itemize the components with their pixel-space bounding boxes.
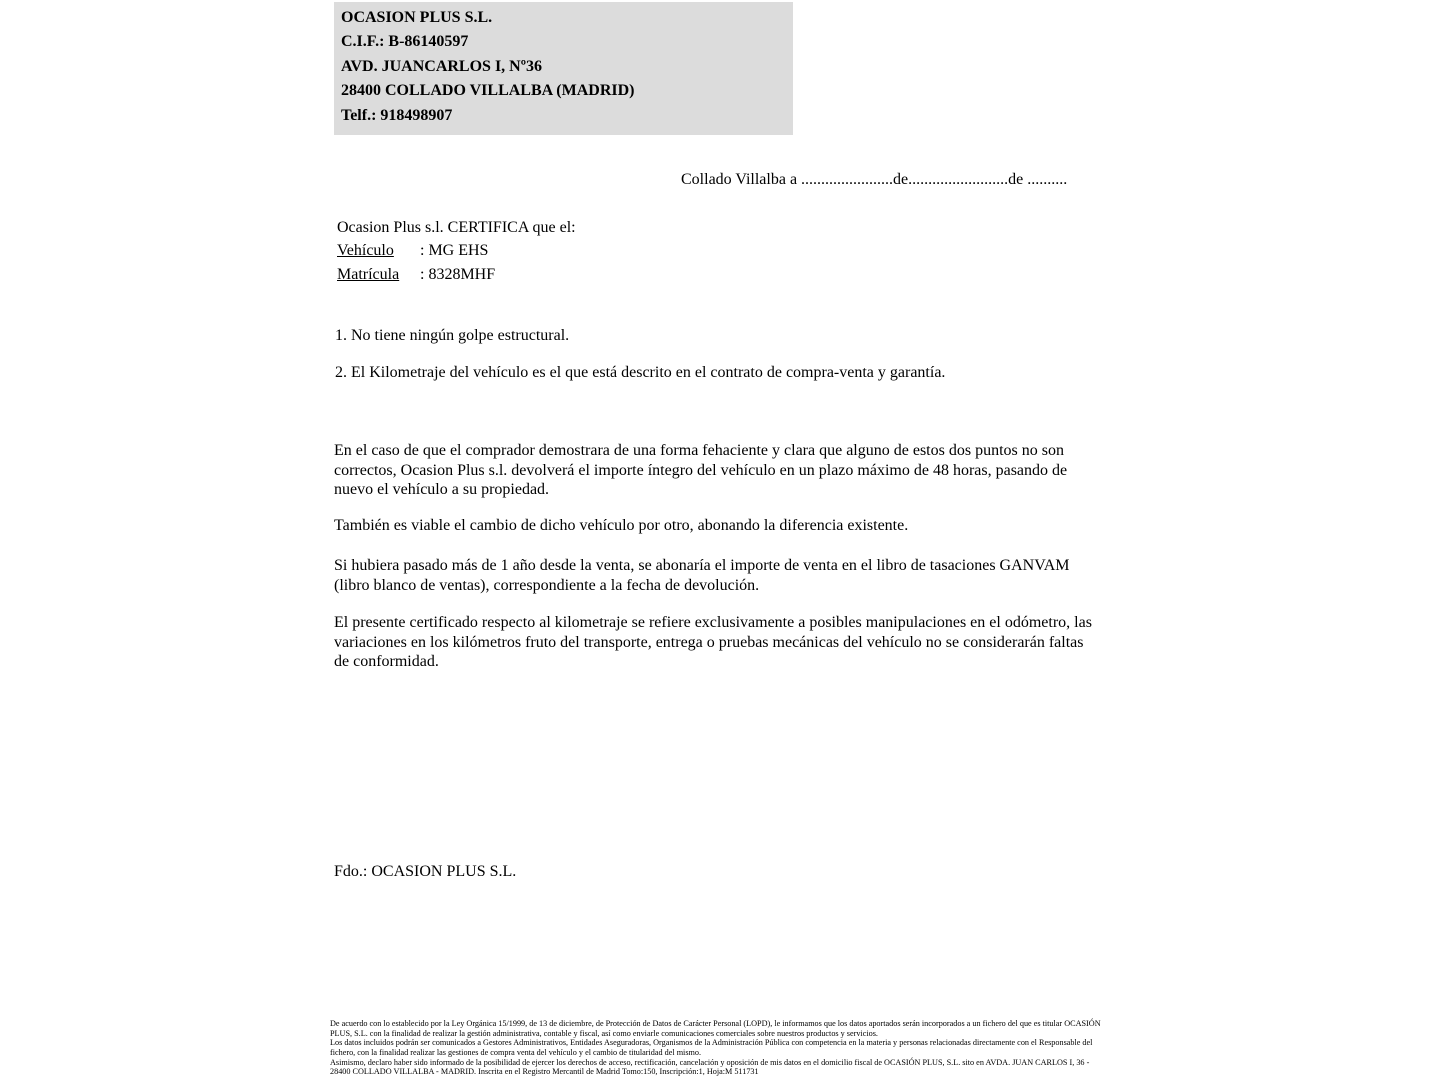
certifies-intro: Ocasion Plus s.l. CERTIFICA que el: bbox=[337, 219, 576, 236]
plate-value: : 8328MHF bbox=[420, 265, 496, 283]
company-address: AVD. JUANCARLOS I, Nº36 bbox=[341, 57, 543, 75]
signature-line: Fdo.: OCASION PLUS S.L. bbox=[334, 863, 517, 880]
plate-label: Matrícula bbox=[337, 265, 400, 283]
date-line: Collado Villalba a .......................de.........................de .......... bbox=[681, 171, 1068, 188]
legal-paragraph-2: Los datos incluidos podrán ser comunicados a Gestores Administrativos, Entidades Aseguradoras, Organismos de la Administración Pública con competencia en la materia y personas relacionadas directamente con el Responsable del fichero, con la finalidad realizar las gestiones de compra venta del vehículo y el cambio de titularidad del mismo. bbox=[330, 1038, 1093, 1057]
legal-paragraph-1: De acuerdo con lo establecido por la Ley Orgánica 15/1999, de 13 de diciembre, de Protección de Datos de Carácter Personal (LOPD), le informamos que los datos aportados serán incorporados a un fichero del que es titular OCASIÓN PLUS, S.L. con la finalidad de realizar la gestión administrativa, contable y fiscal, así como enviarle comunicaciones comerciales sobre nuestros productos y servicios. bbox=[330, 1019, 1101, 1038]
company-phone: Telf.: 918498907 bbox=[341, 106, 453, 124]
condition-point-2: 2. El Kilometraje del vehículo es el que está descrito en el contrato de compra-venta y garantía. bbox=[335, 364, 946, 381]
paragraph-ganvam-clause: Si hubiera pasado más de 1 año desde la venta, se abonaría el importe de venta en el libro de tasaciones GANVAM (libro blanco de ventas), correspondiente a la fecha de devolución. bbox=[334, 557, 1070, 594]
legal-footer bbox=[330, 1019, 1104, 1077]
vehicle-label: Vehículo bbox=[337, 242, 394, 260]
legal-paragraph-3: Asimismo, declaro haber sido informado de la posibilidad de ejercer los derechos de acceso, rectificación, cancelación y oposición de mis datos en el domicilio fiscal de OCASIÓN PLUS, S.L. sito en AVDA. JUAN CARLOS I, 36 - 28400 COLLADO VILLALBA - MADRID. Inscrita en el Registro Mercantil de Madrid Tomo:150, Inscripción:1, Hoja:M 511731 bbox=[330, 1057, 1090, 1077]
certification-block bbox=[337, 216, 576, 286]
company-name: OCASION PLUS S.L. bbox=[341, 9, 493, 26]
company-header-box bbox=[334, 2, 793, 135]
paragraph-exchange-clause: También es viable el cambio de dicho vehículo por otro, abonando la diferencia existente. bbox=[334, 517, 909, 534]
plate-row bbox=[337, 263, 576, 286]
company-cif: C.I.F.: B-86140597 bbox=[341, 33, 469, 51]
condition-point-1: 1. No tiene ningún golpe estructural. bbox=[335, 327, 570, 344]
vehicle-row bbox=[337, 239, 576, 262]
company-city: 28400 COLLADO VILLALBA (MADRID) bbox=[341, 82, 635, 100]
paragraph-refund-clause: En el caso de que el comprador demostrara de una forma fehaciente y clara que alguno de estos dos puntos no son correctos, Ocasion Plus s.l. devolverá el importe íntegro del vehículo en un plazo máximo de 48 horas, pasando de nuevo el vehículo a su propiedad. bbox=[334, 442, 1068, 499]
vehicle-value: : MG EHS bbox=[420, 242, 489, 260]
paragraph-odometer-clause: El presente certificado respecto al kilometraje se refiere exclusivamente a posibles manipulaciones en el odómetro, las variaciones en los kilómetros fruto del transporte, entrega o pruebas mecánicas del vehículo no se considerarán faltas de conformidad. bbox=[334, 614, 1092, 671]
